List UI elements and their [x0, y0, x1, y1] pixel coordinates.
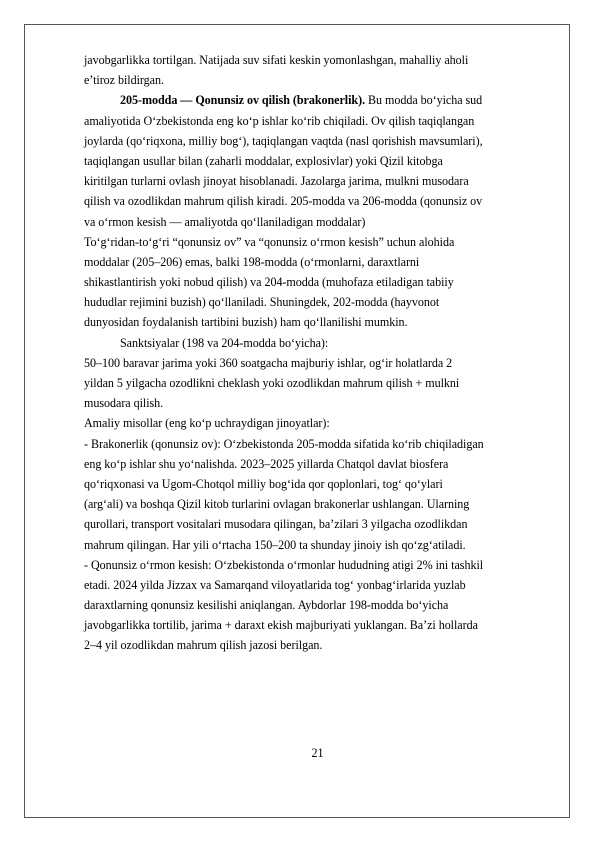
text-line — [84, 212, 556, 232]
text-line — [84, 70, 556, 90]
line-text: 2–4 yil ozodlikdan mahrum qilish jazosi berilgan. — [84, 638, 323, 653]
article-heading-line — [84, 90, 556, 110]
text-line — [84, 494, 556, 514]
line-text: 50–100 baravar jarima yoki 360 soatgacha majburiy ishlar, og‘ir holatlarda 2 — [84, 355, 453, 370]
text-line — [84, 50, 556, 70]
line-text: shikastlantirish yoki nobud qilish) va 204-modda (muhofaza etiladigan tabiiy — [84, 275, 454, 290]
line-text: dunyosidan foydalanish tartibini buzish) ham qo‘llanilishi mumkin. — [84, 315, 408, 330]
text-line — [84, 292, 556, 312]
text-line — [84, 373, 556, 393]
line-text: amaliyotida O‘zbekistonda eng ko‘p ishlar ko‘rib chiqiladi. Ov qilish taqiqlangan — [84, 113, 475, 128]
document-body — [84, 50, 556, 656]
text-line — [84, 353, 556, 373]
line-text: qurollari, transport vositalari musodara qilingan, ba’zilari 3 yilgacha ozodlikdan — [84, 517, 468, 532]
text-line — [84, 635, 556, 655]
line-text: moddalar (205–206) emas, balki 198-modda (o‘rmonlarni, daraxtlarni — [84, 254, 420, 269]
text-line — [84, 454, 556, 474]
line-text: qilish va ozodlikdan mahrum qilish kiradi. 205-modda va 206-modda (qonunsiz ov — [84, 194, 483, 209]
page-number: 21 — [311, 746, 324, 760]
line-text: musodara qilish. — [84, 396, 164, 411]
text-line — [84, 555, 556, 575]
line-text: - Brakonerlik (qonunsiz ov): O‘zbekistonda 205-modda sifatida ko‘rib chiqiladigan — [84, 436, 484, 451]
text-line — [84, 333, 556, 353]
line-text: (arg‘ali) va boshqa Qizil kitob turlarini ovlagan brakonerlar ushlangan. Ularning — [84, 497, 470, 512]
text-line — [84, 272, 556, 292]
line-text: Sanktsiyalar (198 va 204-modda bo‘yicha): — [120, 335, 329, 350]
text-line — [84, 413, 556, 433]
text-line — [84, 111, 556, 131]
line-text: etadi. 2024 yilda Jizzax va Samarqand viloyatlarida tog‘ yonbag‘irlarida yuzlab — [84, 577, 466, 592]
text-line — [84, 434, 556, 454]
text-line — [84, 232, 556, 252]
text-line — [84, 393, 556, 413]
text-line — [84, 312, 556, 332]
line-text: yildan 5 yilgacha ozodlikni cheklash yoki ozodlikdan mahrum qilish + mulkni — [84, 376, 460, 390]
article-title: 205-modda — Qonunsiz ov qilish (brakonerlik). — [120, 93, 366, 108]
text-line — [84, 252, 556, 272]
text-line — [84, 575, 556, 595]
text-line — [84, 615, 556, 635]
text-line — [84, 191, 556, 211]
line-text: taqiqlangan usullar bilan (zaharli moddalar, explosivlar) yoki Qizil kitobga — [84, 153, 443, 168]
line-text: Amaliy misollar (eng ko‘p uchraydigan jinoyatlar): — [84, 416, 330, 431]
line-text: mahrum qilingan. Har yili o‘rtacha 150–200 ta shunday jinoiy ish qo‘zg‘atiladi. — [84, 537, 466, 552]
text-line — [84, 514, 556, 534]
text-line — [84, 595, 556, 615]
text-line — [84, 151, 556, 171]
line-text: - Qonunsiz o‘rmon kesish: O‘zbekistonda o‘rmonlar hududning atigi 2% ini tashkil — [84, 557, 484, 572]
line-text: To‘g‘ridan-to‘g‘ri “qonunsiz ov” va “qonunsiz o‘rmon kesish” uchun alohida — [84, 234, 455, 249]
line-text: eng ko‘p ishlar shu yo‘nalishda. 2023–2025 yillarda Chatqol davlat biosfera — [84, 456, 449, 471]
text-line — [84, 474, 556, 494]
line-text: joylarda (qo‘riqxona, milliy bog‘), taqiqlangan vaqtda (nasl qorishish mavsumlari), — [84, 133, 483, 148]
line-text: javobgarlikka tortilgan. Natijada suv sifati keskin yomonlashgan, mahalliy aholi — [84, 53, 469, 67]
line-text: javobgarlikka tortilib, jarima + daraxt ekish majburiyati yuklangan. Ba’zi hollarda — [84, 618, 478, 633]
line-text: Bu modda bo‘yicha sud — [365, 93, 483, 108]
line-text: e’tiroz bildirgan. — [84, 73, 164, 88]
text-line — [84, 171, 556, 191]
line-text: qo‘riqxonasi va Ugom-Chotqol milliy bog‘ida qor qoplonlari, tog‘ qo‘ylari — [84, 476, 443, 491]
line-text: hududlar rejimini buzish) qo‘llaniladi. Shuningdek, 202-modda (hayvonot — [84, 295, 440, 310]
line-text: va o‘rmon kesish — amaliyotda qo‘llaniladigan moddalar) — [84, 214, 366, 229]
text-line — [84, 131, 556, 151]
line-text: kiritilgan turlarni ovlash jinoyat hisoblanadi. Jazolarga jarima, mulkni musodara — [84, 174, 469, 189]
line-text: daraxtlarning qonunsiz kesilishi aniqlangan. Aybdorlar 198-modda bo‘yicha — [84, 598, 449, 613]
text-line — [84, 535, 556, 555]
